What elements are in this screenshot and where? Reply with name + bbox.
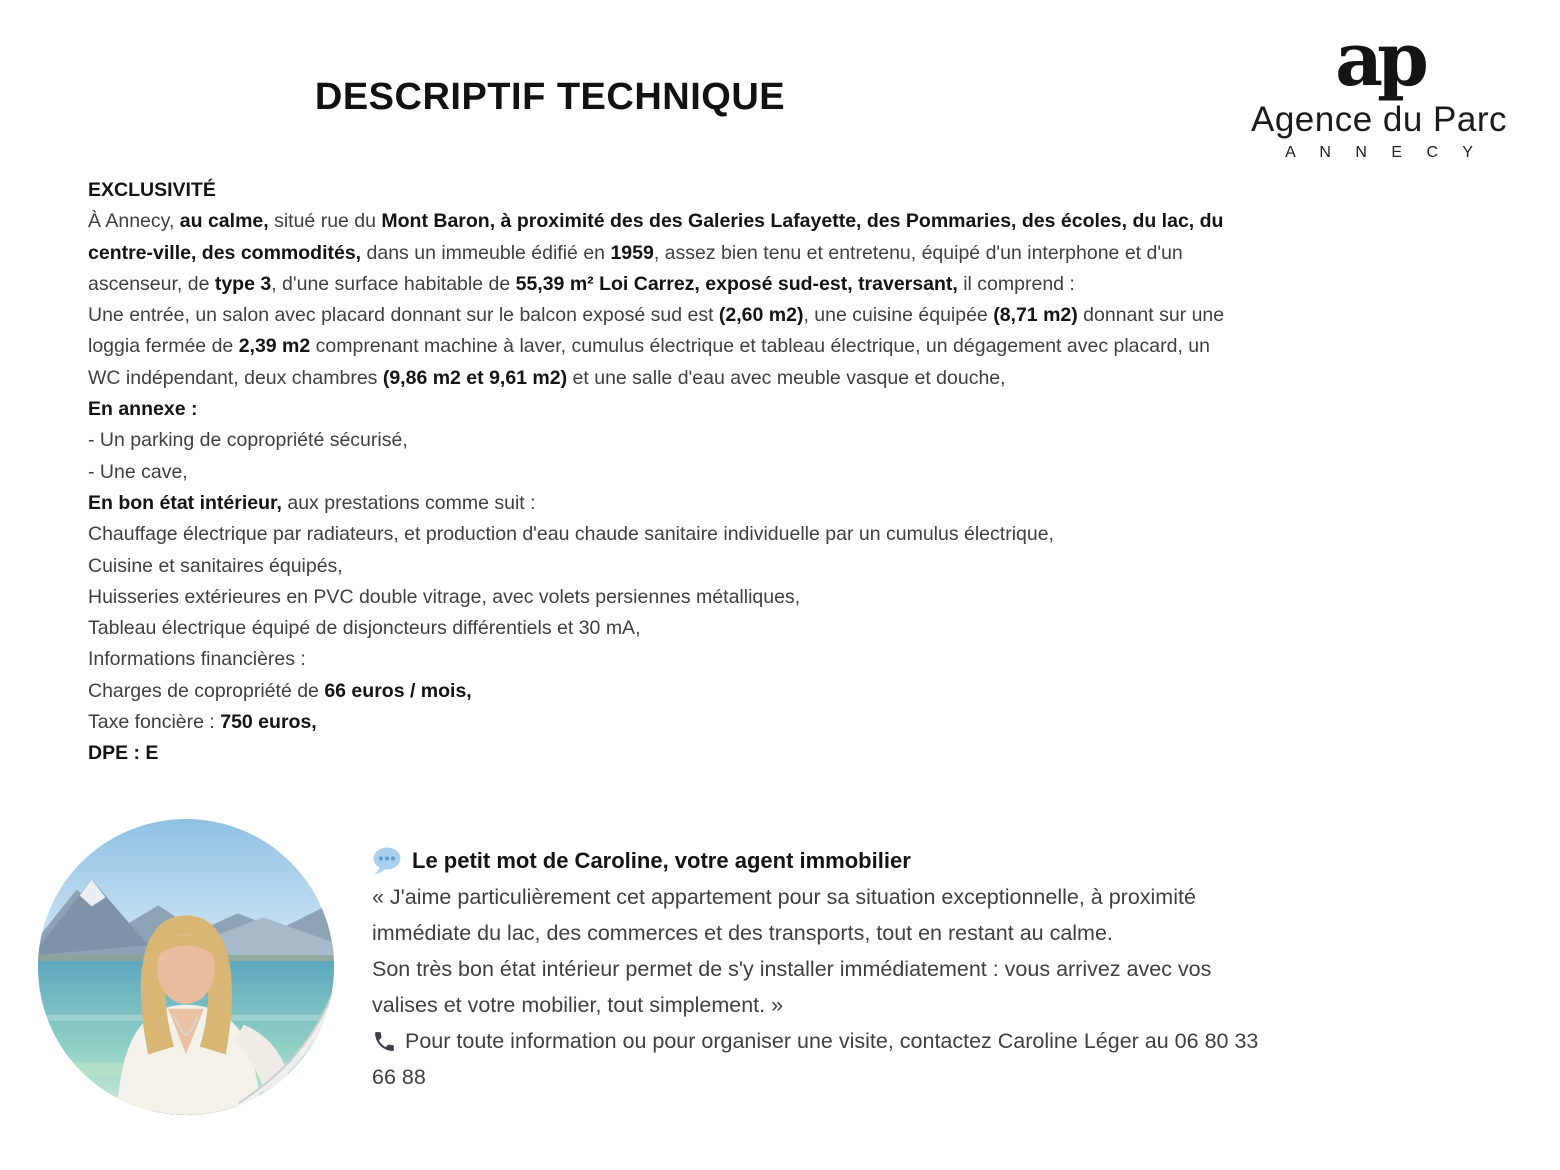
text-line: En bon état intérieur, aux prestations comme suit :	[88, 491, 536, 514]
agent-photo-illustration	[37, 818, 335, 1116]
text-line: En annexe :	[88, 398, 198, 421]
text-line: EXCLUSIVITÉ	[88, 179, 216, 201]
agency-name: Agence du Parc	[1250, 99, 1508, 139]
phone-icon	[372, 1029, 397, 1054]
agent-note-heading	[372, 843, 1537, 879]
property-description	[88, 175, 1528, 770]
agent-photo	[37, 818, 335, 1116]
text-line: Tableau électrique équipé de disjoncteurs différentiels et 30 mA,	[88, 617, 641, 640]
agent-note	[372, 843, 1537, 1095]
text-line: loggia fermée de 2,39 m2 comprenant machine à laver, cumulus électrique et tableau électrique, un dégagement avec placard, un	[88, 335, 1210, 358]
text-line: - Une cave,	[88, 460, 188, 483]
text-line: Une entrée, un salon avec placard donnant sur le balcon exposé sud est (2,60 m2), une cuisine équipée (8,71 m2) donnant sur une	[88, 304, 1225, 327]
agency-logo	[1224, 17, 1534, 162]
text-line: Chauffage électrique par radiateurs, et production d'eau chaude sanitaire individuelle par un cumulus électrique,	[88, 523, 1054, 546]
text-line: valises et votre mobilier, tout simplement. »	[372, 993, 784, 1017]
text-line: Huisseries extérieures en PVC double vitrage, avec volets persiennes métalliques,	[88, 585, 801, 608]
agent-quote	[372, 879, 1537, 1023]
text-line: Cuisine et sanitaires équipés,	[88, 554, 343, 577]
text-line: immédiate du lac, des commerces et des transports, tout en restant au calme.	[372, 921, 1113, 945]
text-line: À Annecy, au calme, situé rue du Mont Baron, à proximité des des Galeries Lafayette, des Pommaries, des écoles, du lac, du	[88, 210, 1224, 233]
text-line: Taxe foncière : 750 euros,	[88, 711, 317, 734]
agent-heading-label: Le petit mot de Caroline, votre agent immobilier	[412, 848, 911, 873]
speech-bubble-icon	[372, 847, 402, 875]
phone-text-wrap: 66 88	[372, 1065, 426, 1089]
agency-monogram-icon: ap	[1335, 17, 1423, 103]
text-line: - Un parking de copropriété sécurisé,	[88, 429, 408, 452]
page-title: DESCRIPTIF TECHNIQUE	[314, 76, 786, 118]
text-line: Charges de copropriété de 66 euros / mois,	[88, 679, 472, 702]
text-line: WC indépendant, deux chambres (9,86 m2 et 9,61 m2) et une salle d'eau avec meuble vasque et douche,	[88, 366, 1006, 389]
phone-text: Pour toute information ou pour organiser une visite, contactez Caroline Léger au 06 80 33	[405, 1029, 1259, 1053]
text-line: centre-ville, des commodités, dans un immeuble édifié en 1959, assez bien tenu et entretenu, équipé d'un interphone et d'un	[88, 241, 1183, 264]
text-line: « J'aime particulièrement cet appartement pour sa situation exceptionnelle, à proximité	[372, 885, 1196, 909]
text-line: Informations financières :	[88, 648, 306, 671]
text-line: DPE : E	[88, 742, 159, 765]
text-line: Son très bon état intérieur permet de s'y installer immédiatement : vous arrivez avec vos	[372, 957, 1212, 981]
text-line: ascenseur, de type 3, d'une surface habitable de 55,39 m² Loi Carrez, exposé sud-est, traversant, il comprend :	[88, 272, 1075, 295]
agency-city: A N N E C Y	[1285, 143, 1483, 161]
phone-line	[372, 1023, 1537, 1059]
